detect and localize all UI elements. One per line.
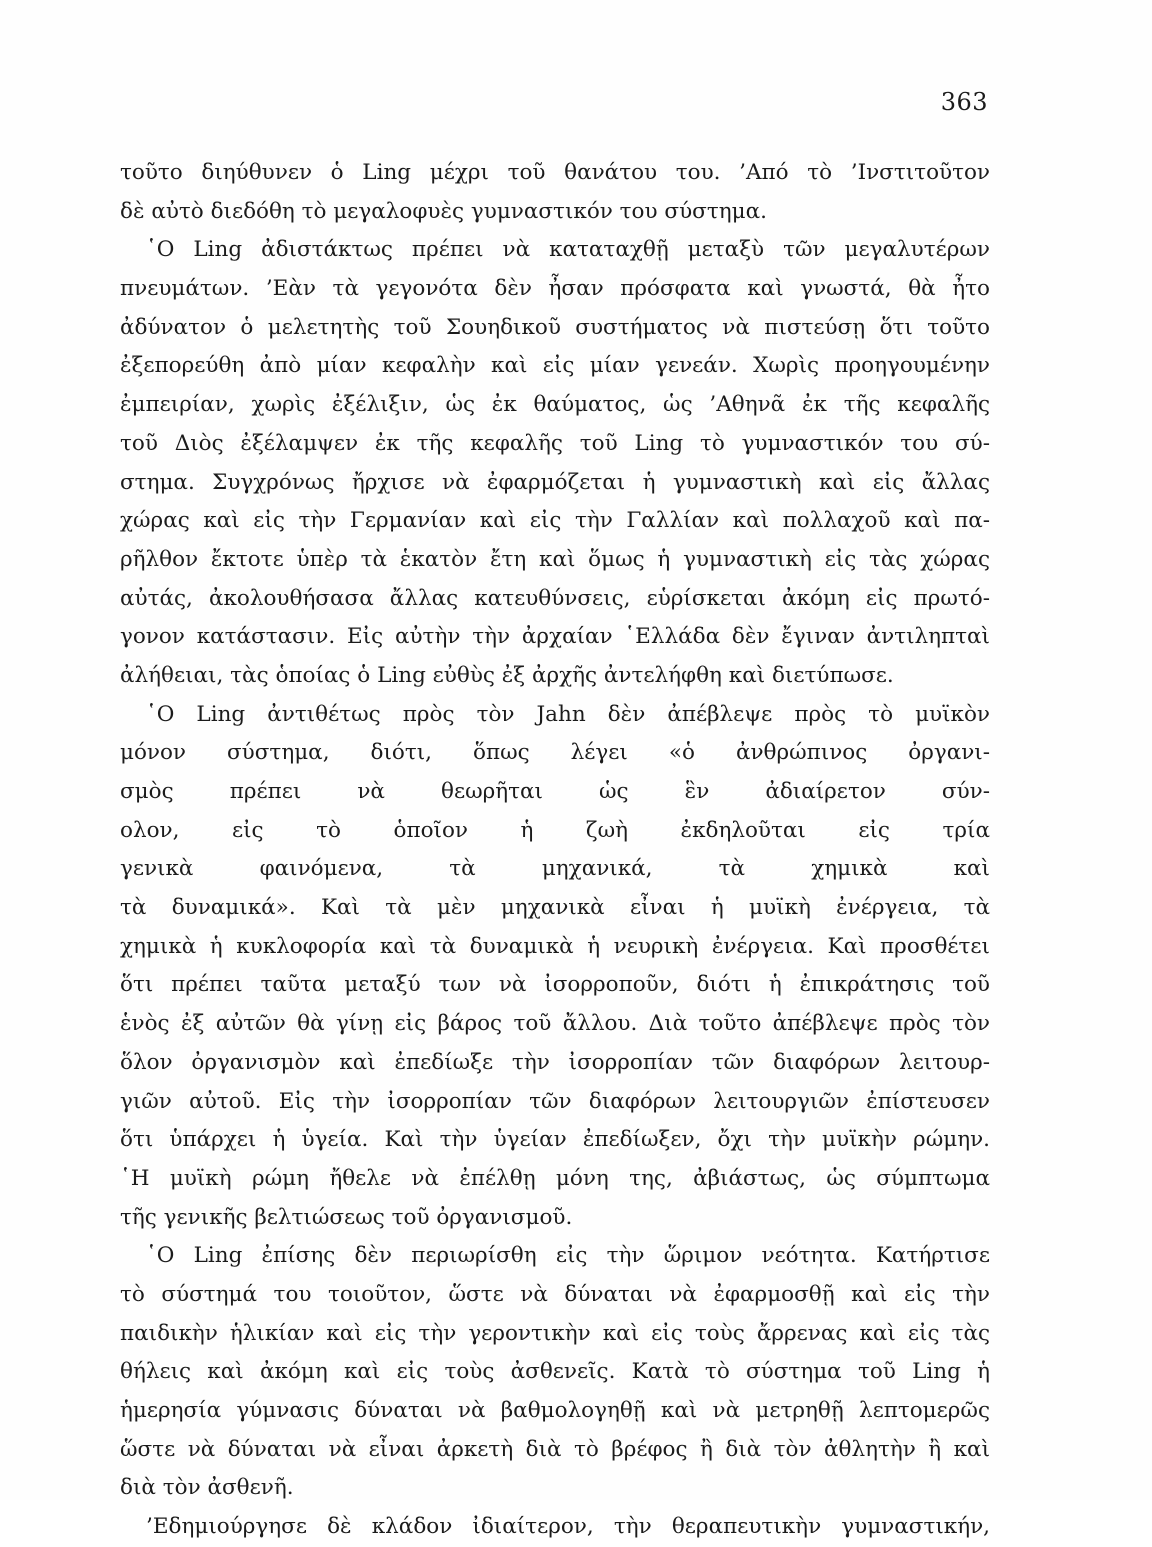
text-line: σμὸς πρέπει νὰ θεωρῆται ὡς ἓν ἀδιαίρετον σύν- xyxy=(120,779,990,804)
text-line: ὥστε νὰ δύναται νὰ εἶναι ἀρκετὴ διὰ τὸ βρέφος ἢ διὰ τὸν ἀθλητὴν ἢ καὶ xyxy=(120,1436,990,1462)
text-line: ολον, εἰς τὸ ὁποῖον ἡ ζωὴ ἐκδηλοῦται εἰς τρία xyxy=(120,817,990,843)
text-line: ’Εδημιούργησε δὲ κλάδον ἰδιαίτερον, τὴν θεραπευτικὴν γυμναστικήν, xyxy=(146,1514,990,1540)
body-text xyxy=(120,154,990,1547)
text-line: γενικὰ φαινόμενα, τὰ μηχανικά, τὰ χημικὰ καὶ xyxy=(120,856,990,882)
text-line: παιδικὴν ἡλικίαν καὶ εἰς τὴν γεροντικὴν καὶ εἰς τοὺς ἄρρενας καὶ εἰς τὰς xyxy=(120,1320,990,1346)
text-line: ἐμπειρίαν, χωρὶς ἐξέλιξιν, ὡς ἐκ θαύματος, ὡς ’Αθηνᾶ ἐκ τῆς κεφαλῆς xyxy=(120,392,990,418)
text-line: ἡμερησία γύμνασις δύναται νὰ βαθμολογηθῇ καὶ νὰ μετρηθῇ λεπτομερῶς xyxy=(120,1398,990,1423)
text-line: ῾Η μυϊκὴ ρώμη ἤθελε νὰ ἐπέλθῃ μόνη της, ἀβιάστως, ὡς σύμπτωμα xyxy=(120,1165,990,1191)
text-line: ἀδύνατον ὁ μελετητὴς τοῦ Σουηδικοῦ συστήματος νὰ πιστεύσῃ ὅτι τοῦτο xyxy=(120,314,990,340)
text-line: διὰ τὸν ἀσθενῆ. xyxy=(120,1475,294,1501)
text-line: ρῆλθον ἔκτοτε ὑπὲρ τὰ ἑκατὸν ἔτη καὶ ὅμως ἡ γυμναστικὴ εἰς τὰς χώρας xyxy=(120,546,990,572)
text-line: τὸ σύστημά του τοιοῦτον, ὥστε νὰ δύναται νὰ ἐφαρμοσθῇ καὶ εἰς τὴν xyxy=(120,1281,990,1307)
text-line: ἀλήθειαι, τὰς ὁποίας ὁ Ling εὐθὺς ἐξ ἀρχῆς ἀντελήφθη καὶ διετύπωσε. xyxy=(120,662,894,688)
text-line: γονον κατάστασιν. Εἰς αὐτὴν τὴν ἀρχαίαν ῾Ελλάδα δὲν ἔγιναν ἀντιληπταὶ xyxy=(120,624,990,650)
text-line: αὐτάς, ἀκολουθήσασα ἄλλας κατευθύνσεις, εὑρίσκεται ἀκόμη εἰς πρωτό- xyxy=(120,585,990,611)
text-line: ῾Ο Ling ἐπίσης δὲν περιωρίσθη εἰς τὴν ὥριμον νεότητα. Κατήρτισε xyxy=(146,1243,990,1269)
text-line: μόνον σύστημα, διότι, ὅπως λέγει «ὁ ἀνθρώπινος ὀργανι- xyxy=(120,740,990,766)
text-line: τοῦ Διὸς ἐξέλαμψεν ἐκ τῆς κεφαλῆς τοῦ Ling τὸ γυμναστικόν του σύ- xyxy=(120,430,990,456)
text-line: θήλεις καὶ ἀκόμη καὶ εἰς τοὺς ἀσθενεῖς. Κατὰ τὸ σύστημα τοῦ Ling ἡ xyxy=(120,1359,990,1385)
text-line: τοῦτο διηύθυνεν ὁ Ling μέχρι τοῦ θανάτου του. ’Από τὸ ’Ινστιτοῦτον xyxy=(120,160,990,185)
text-line: στημα. Συγχρόνως ἤρχισε νὰ ἐφαρμόζεται ἡ γυμναστικὴ καὶ εἰς ἄλλας xyxy=(120,469,990,495)
text-line: γιῶν αὐτοῦ. Εἰς τὴν ἰσορροπίαν τῶν διαφόρων λειτουργιῶν ἐπίστευσεν xyxy=(120,1088,990,1114)
text-line: ὅτι πρέπει ταῦτα μεταξύ των νὰ ἰσορροποῦν, διότι ἡ ἐπικράτησις τοῦ xyxy=(120,972,990,998)
text-line: ῾Ο Ling ἀντιθέτως πρὸς τὸν Jahn δὲν ἀπέβλεψε πρὸς τὸ μυϊκὸν xyxy=(146,701,990,727)
text-line: χώρας καὶ εἰς τὴν Γερμανίαν καὶ εἰς τὴν Γαλλίαν καὶ πολλαχοῦ καὶ πα- xyxy=(120,508,990,534)
text-line: ὅτι ὑπάρχει ἡ ὑγεία. Καὶ τὴν ὑγείαν ἐπεδίωξεν, ὄχι τὴν μυϊκὴν ρώμην. xyxy=(120,1127,990,1153)
page-number: 363 xyxy=(940,88,988,116)
text-line: ἐξεπορεύθη ἀπὸ μίαν κεφαλὴν καὶ εἰς μίαν γενεάν. Χωρὶς προηγουμένην xyxy=(120,353,990,379)
text-line: πνευμάτων. ’Εὰν τὰ γεγονότα δὲν ἦσαν πρόσφατα καὶ γνωστά, θὰ ἦτο xyxy=(120,276,990,302)
text-line: ὅλον ὀργανισμὸν καὶ ἐπεδίωξε τὴν ἰσορροπίαν τῶν διαφόρων λειτουρ- xyxy=(120,1049,990,1075)
text-line: ἑνὸς ἐξ αὐτῶν θὰ γίνῃ εἰς βάρος τοῦ ἄλλου. Διὰ τοῦτο ἀπέβλεψε πρὸς τὸν xyxy=(120,1011,990,1037)
text-line: ῾Ο Ling ἀδιστάκτως πρέπει νὰ καταταχθῇ μεταξὺ τῶν μεγαλυτέρων xyxy=(146,237,990,263)
text-line: τῆς γενικῆς βελτιώσεως τοῦ ὀργανισμοῦ. xyxy=(120,1204,573,1230)
text-line: δὲ αὐτὸ διεδόθη τὸ μεγαλοφυὲς γυμναστικόν του σύστημα. xyxy=(120,198,767,224)
text-line: χημικὰ ἡ κυκλοφορία καὶ τὰ δυναμικὰ ἡ νευρικὴ ἐνέργεια. Καὶ προσθέτει xyxy=(120,933,990,959)
text-line: τὰ δυναμικά». Καὶ τὰ μὲν μηχανικὰ εἶναι ἡ μυϊκὴ ἐνέργεια, τὰ xyxy=(120,895,990,921)
